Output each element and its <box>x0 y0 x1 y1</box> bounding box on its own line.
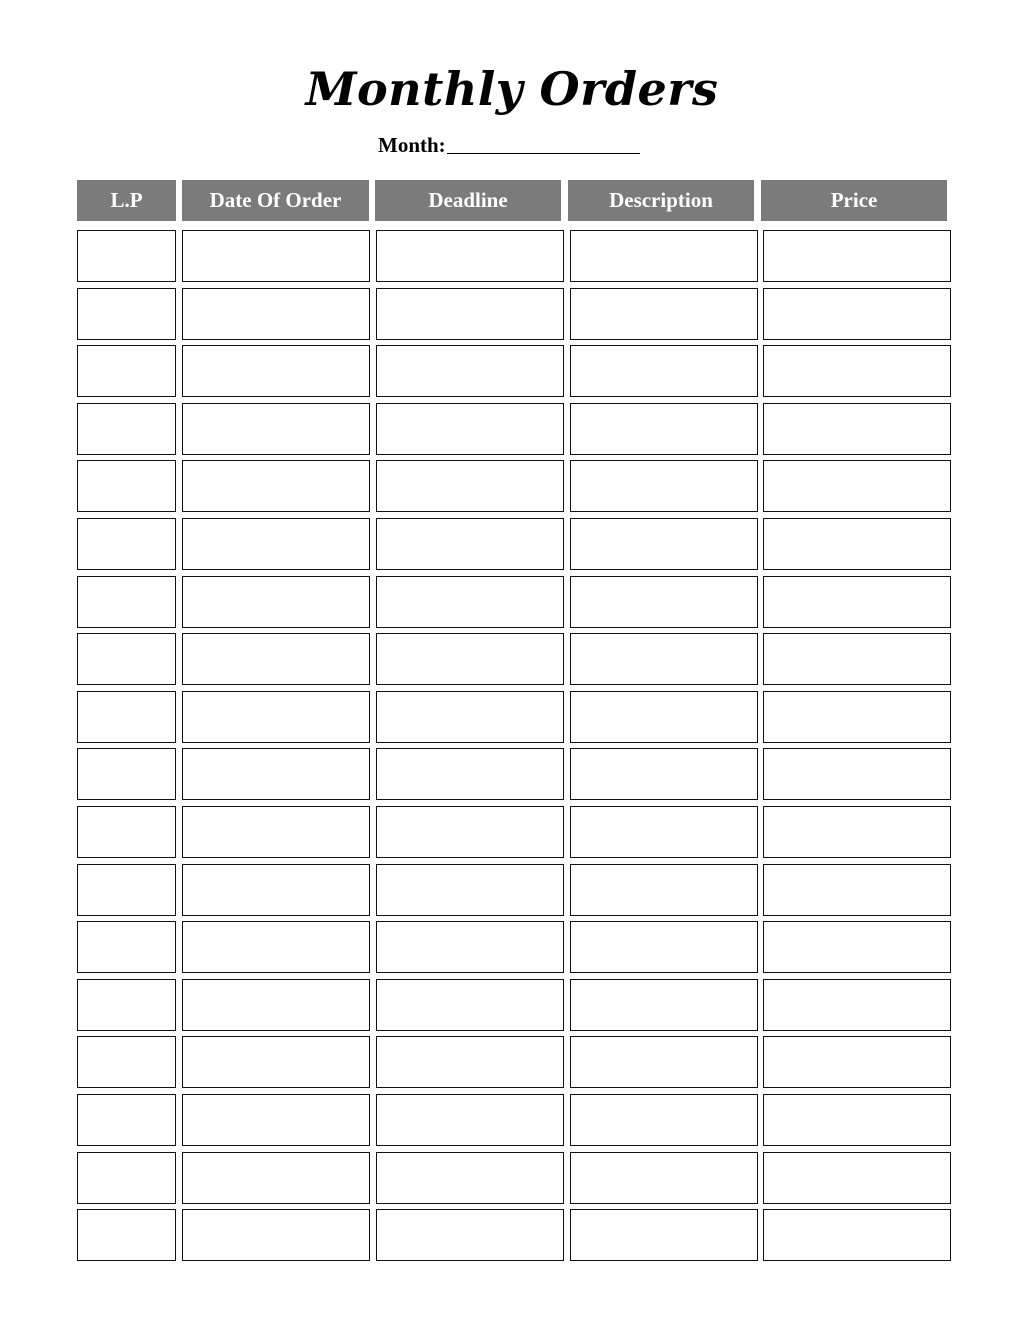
table-cell[interactable] <box>763 806 951 858</box>
table-cell[interactable] <box>763 518 951 570</box>
table-cell[interactable] <box>77 921 176 973</box>
table-cell[interactable] <box>570 633 758 685</box>
table-cell[interactable] <box>77 748 176 800</box>
page-title: Monthly Orders <box>305 62 719 116</box>
table-cell[interactable] <box>376 1152 564 1204</box>
table-cell[interactable] <box>77 1094 176 1146</box>
table-cell[interactable] <box>570 979 758 1031</box>
table-cell[interactable] <box>763 921 951 973</box>
table-cell[interactable] <box>763 1094 951 1146</box>
table-cell[interactable] <box>77 518 176 570</box>
table-cell[interactable] <box>570 288 758 340</box>
column-header-deadline: Deadline <box>375 180 561 221</box>
table-cell[interactable] <box>182 691 370 743</box>
column-header-price: Price <box>761 180 947 221</box>
table-cell[interactable] <box>182 403 370 455</box>
table-cell[interactable] <box>376 403 564 455</box>
table-cell[interactable] <box>376 1209 564 1261</box>
table-cell[interactable] <box>182 633 370 685</box>
table-cell[interactable] <box>376 576 564 628</box>
table-cell[interactable] <box>570 806 758 858</box>
table-cell[interactable] <box>376 691 564 743</box>
table-cell[interactable] <box>763 403 951 455</box>
table-cell[interactable] <box>376 748 564 800</box>
table-cell[interactable] <box>182 345 370 397</box>
table-cell[interactable] <box>77 403 176 455</box>
month-label: Month: <box>378 133 446 157</box>
table-cell[interactable] <box>570 518 758 570</box>
table-cell[interactable] <box>182 1036 370 1088</box>
table-cell[interactable] <box>763 979 951 1031</box>
table-cell[interactable] <box>182 1094 370 1146</box>
table-cell[interactable] <box>763 864 951 916</box>
table-cell[interactable] <box>77 460 176 512</box>
table-cell[interactable] <box>570 748 758 800</box>
column-header-lp: L.P <box>77 180 176 221</box>
table-cell[interactable] <box>376 921 564 973</box>
table-cell[interactable] <box>182 288 370 340</box>
table-cell[interactable] <box>763 288 951 340</box>
table-cell[interactable] <box>77 864 176 916</box>
table-cell[interactable] <box>182 230 370 282</box>
table-cell[interactable] <box>77 1036 176 1088</box>
table-cell[interactable] <box>182 1152 370 1204</box>
table-cell[interactable] <box>763 691 951 743</box>
table-cell[interactable] <box>763 345 951 397</box>
table-cell[interactable] <box>77 806 176 858</box>
table-cell[interactable] <box>182 1209 370 1261</box>
table-cell[interactable] <box>376 345 564 397</box>
table-cell[interactable] <box>570 691 758 743</box>
month-field <box>378 133 640 157</box>
table-cell[interactable] <box>763 1152 951 1204</box>
table-cell[interactable] <box>376 460 564 512</box>
table-cell[interactable] <box>376 1094 564 1146</box>
table-cell[interactable] <box>376 806 564 858</box>
table-cell[interactable] <box>182 921 370 973</box>
table-cell[interactable] <box>182 576 370 628</box>
table-cell[interactable] <box>570 230 758 282</box>
column-header-description: Description <box>568 180 754 221</box>
table-cell[interactable] <box>570 345 758 397</box>
table-cell[interactable] <box>763 576 951 628</box>
table-cell[interactable] <box>376 633 564 685</box>
table-cell[interactable] <box>376 1036 564 1088</box>
table-cell[interactable] <box>77 1209 176 1261</box>
table-cell[interactable] <box>570 1094 758 1146</box>
table-cell[interactable] <box>570 1152 758 1204</box>
table-cell[interactable] <box>182 806 370 858</box>
table-cell[interactable] <box>376 979 564 1031</box>
table-cell[interactable] <box>763 633 951 685</box>
table-cell[interactable] <box>763 748 951 800</box>
table-cell[interactable] <box>570 864 758 916</box>
table-cell[interactable] <box>376 518 564 570</box>
table-cell[interactable] <box>182 864 370 916</box>
table-cell[interactable] <box>376 288 564 340</box>
table-cell[interactable] <box>182 460 370 512</box>
table-cell[interactable] <box>182 748 370 800</box>
table-cell[interactable] <box>763 230 951 282</box>
table-cell[interactable] <box>763 1036 951 1088</box>
table-cell[interactable] <box>376 864 564 916</box>
table-cell[interactable] <box>376 230 564 282</box>
table-cell[interactable] <box>77 288 176 340</box>
table-cell[interactable] <box>570 460 758 512</box>
table-cell[interactable] <box>77 345 176 397</box>
table-cell[interactable] <box>77 576 176 628</box>
table-cell[interactable] <box>570 576 758 628</box>
table-cell[interactable] <box>77 979 176 1031</box>
column-header-date-of-order: Date Of Order <box>182 180 369 221</box>
table-cell[interactable] <box>570 1209 758 1261</box>
month-input-line[interactable] <box>447 153 640 154</box>
table-cell[interactable] <box>570 1036 758 1088</box>
table-cell[interactable] <box>77 691 176 743</box>
table-cell[interactable] <box>763 460 951 512</box>
table-cell[interactable] <box>77 1152 176 1204</box>
table-cell[interactable] <box>182 979 370 1031</box>
table-cell[interactable] <box>570 921 758 973</box>
table-cell[interactable] <box>570 403 758 455</box>
table-cell[interactable] <box>182 518 370 570</box>
table-cell[interactable] <box>77 230 176 282</box>
table-cell[interactable] <box>763 1209 951 1261</box>
table-cell[interactable] <box>77 633 176 685</box>
